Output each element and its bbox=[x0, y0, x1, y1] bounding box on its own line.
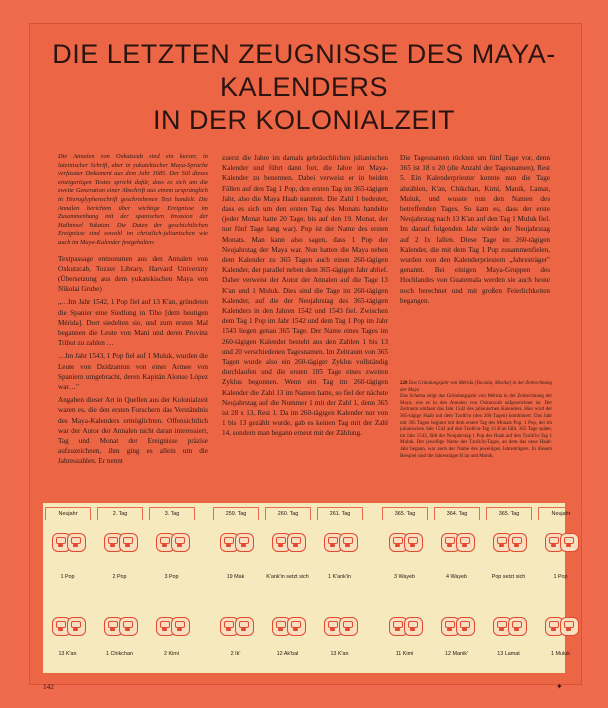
diagram-cell-top bbox=[432, 503, 481, 587]
day-header: 365. Tag bbox=[486, 507, 532, 520]
day-label: 12 Ak'bal bbox=[276, 651, 299, 657]
title-line-1: DIE LETZTEN ZEUGNISSE DES MAYA-KALENDERS bbox=[52, 39, 556, 102]
diagram-cell-top bbox=[536, 503, 585, 587]
page-number: 142 bbox=[43, 683, 54, 691]
day-label: 12 Manik' bbox=[445, 651, 468, 657]
diagram-cell-top bbox=[211, 503, 260, 587]
body-paragraph: Angaben dieser Art in Quellen aus der Kolonialzeit waren es, die den ersten Forschern das Verständnis des Maya-Kalenders ermöglichten. Offensichtlich war der Autor der Annalen nicht daran interessiert, Tag und Monat der Ereignisse präzise aufzuzeichnen, ihm ging es allein um die Jahreszahlen. Er nennt bbox=[58, 396, 208, 466]
day-header: 261. Tag bbox=[317, 507, 363, 520]
day-label: 1 Pop bbox=[553, 574, 568, 580]
diagram-cell-top bbox=[43, 503, 92, 587]
day-label: 1 Chikchan bbox=[106, 651, 133, 657]
diagram-cell-top bbox=[147, 503, 196, 587]
maya-glyph-icon bbox=[119, 533, 138, 552]
day-label: 4 Wayeb bbox=[445, 574, 468, 580]
diagram-cell-bottom bbox=[315, 587, 364, 671]
day-label: 2 Ik' bbox=[230, 651, 241, 657]
day-label: K'ank'in setzt sich bbox=[266, 574, 309, 580]
maya-glyph-icon bbox=[508, 617, 527, 636]
maya-glyph-icon bbox=[560, 533, 579, 552]
day-label: 1 Pop bbox=[60, 574, 75, 580]
calendar-diagram bbox=[43, 503, 571, 673]
quote-paragraph-1: „…Im Jahr 1542, 1 Pop fiel auf 13 K'an, gründeten die Spanier eine Siedlung in Tiho [dem heutigen Mérida]. Dort siedelten sie, und zum ersten Mal begannen die Leute von Mani und deren Provinz Tribut zu zahlen … bbox=[58, 298, 208, 348]
maya-glyph-icon bbox=[560, 617, 579, 636]
day-header: 365. Tag bbox=[382, 507, 428, 520]
diagram-cell-bottom bbox=[95, 587, 144, 671]
text-column-1 bbox=[58, 153, 208, 470]
diagram-cell-bottom bbox=[263, 587, 312, 671]
text-column-2 bbox=[222, 153, 388, 442]
day-header: 3. Tag bbox=[149, 507, 195, 520]
maya-glyph-icon bbox=[287, 533, 306, 552]
day-header: Neujahr bbox=[45, 507, 91, 520]
figure-caption bbox=[400, 381, 552, 460]
caption-number: 228 bbox=[400, 381, 408, 386]
title-line-2: IN DER KOLONIALZEIT bbox=[152, 105, 456, 135]
diagram-cell-bottom bbox=[211, 587, 260, 671]
maya-glyph-icon bbox=[339, 617, 358, 636]
quote-paragraph-2: …Im Jahr 1543, 1 Pop fiel auf 1 Muluk, wurden die Leute von Dzidzantun von einer Armee von Spaniern umgebracht, deren Kapitän Alonso López war…" bbox=[58, 352, 208, 391]
diagram-cell-top bbox=[380, 503, 429, 587]
diagram-cell-top bbox=[315, 503, 364, 587]
day-label: 3 Pop bbox=[164, 574, 179, 580]
day-header: 364. Tag bbox=[434, 507, 480, 520]
maya-glyph-icon bbox=[67, 617, 86, 636]
diagram-cell-bottom bbox=[147, 587, 196, 671]
footer-ornament-icon: ✦ bbox=[556, 682, 563, 691]
day-label: 1 Muluk bbox=[551, 651, 570, 657]
maya-glyph-icon bbox=[67, 533, 86, 552]
maya-glyph-icon bbox=[404, 533, 423, 552]
day-label: 13 K'an bbox=[58, 651, 77, 657]
day-label: Pop setzt sich bbox=[491, 574, 526, 580]
maya-glyph-icon bbox=[235, 533, 254, 552]
maya-glyph-icon bbox=[119, 617, 138, 636]
day-label: 13 Lamat bbox=[497, 651, 520, 657]
day-label: 13 K'an bbox=[330, 651, 349, 657]
diagram-cell-top bbox=[484, 503, 533, 587]
maya-glyph-icon bbox=[404, 617, 423, 636]
day-header: 260. Tag bbox=[265, 507, 311, 520]
caption-text: Das Schema zeigt das Gründungsjahr von Mérida in der Zeitrechnung der Maya, wie es in den Annalen von Oxkutzcab aufgezeichnet ist. Der Zeitraum umfasst das Jahr 1542 des julianischen Kalenders. Hier wird der 365-tägige Haab mit dem Tzolk'in (den 260 Tagen) kombiniert. Das Jahr mit 365 Tagen beginnt mit dem ersten Tag des Monats Pop, 1 Pop, der im julianischen Jahr 1542 auf den Tzolk'in-Tag 13 K'an fällt. 365 Tage später, im Jahr 1543, fällt der Neujahrstag 1 Pop des Haab auf den Tzolk'in-Tag 1 Muluk. Der jeweilige Name des Tzolk'in-Tages, an dem das neue Haab-Jahr begann, war auch der Name des jeweiligen Jahresträgers. In diesem Beispiel sind die Jahresträger K'an und Muluk. bbox=[400, 394, 552, 459]
source-paragraph: Textpassage entnommen aus den Annalen von Oxkutzcab, Tozzer Library, Harvard University (Übersetzung aus dem yukatekischen Maya von Nikolai Grube) bbox=[58, 254, 208, 294]
day-label: 1 K'ank'in bbox=[327, 574, 352, 580]
day-label: 2 Pop bbox=[112, 574, 127, 580]
body-paragraph: zuerst die Jahre im damals gebräuchlichen julianischen Kalender und führt dann fort, die Jahre im Maya-Kalender zu benennen. Dabei verweist er in beiden Fällen auf den Tag 1 Pop, den ersten Tag im 365-tägigen Jahr, also die Maya Haab nannten. Die Zahl 1 bedeutet, dass es sich um den ersten Tag des Monats handelte (jeder Monat hatte 20 Tage, bis auf den 19. Monat, der nur fünf Tage lang war). Pop ist der Name des ersten Monats. Man kann also sagen, dass 1 Pop der Neujahrstag der Maya war. Nun hatten die Maya neben dem Kalender zu 365 Tagen auch einen 260-tägigen Kalender, der parallel neben dem 365-tägigen Jahr ablief. Daher verweist der Autor der Annalen auf die Tage 13 K'an und 1 Muluk. Dies sind die Tage im 260-tägigen Kalender, auf die der Neujahrstag des 365-tägigen Kalenders in den Jahren 1542 und 1543 fiel. Zwischen dem Tag 1 Pop im Jahr 1542 und dem Tag 1 Pop im Jahr 1543 liegen genau 365 Tage. Der Name eines Tages im 260-tägigen Kalender besteht aus den Zahlen 1 bis 13 und 20 verschiedenen Tagesnamen. Im Zeitraum von 365 Tagen wurde also ein 260-tägiger Zyklus vollständig durchlaufen und die ersten 105 Tage eines zweiten Zyklus begonnen. Wenn ein Tag im 260-tägigen Kalender die Zahl 13 im Namen hatte, so fiel der nächste Neujahrstag auf die Nummer 1 mit der Zahl 1, denn 365 ist 28 x 13, Rest 1. Da im 260-tägigen Kalender nur von 1 bis 13 gezählt wurde, gab es keinen Tag mit der Zahl 14, sondern man begann erneut mit der Zählung. bbox=[222, 154, 388, 438]
intro-paragraph: Die Annalen von Oxkutzcab sind ein kurzer, in lateinischer Schrift, aber in yukatekischer Maya-Sprache verfasster Dokument aus dem Jahr 1685. Der Stil dieses einzigartigen Textes spricht dafür, dass es sich um die zweite Generation einer Abschrift aus einem ursprünglich in Hieroglyphenschrift geschriebenen Text handelt. Die Annalen berichten über wichtige Ereignisse im Zusammenhang mit der spanischen Invasion der Halbinsel Yukatan. Die Daten der geschichtlichen Ereignisse sind sowohl im christlich-julianischen wie auch im Maya-Kalender festgehalten: bbox=[58, 153, 208, 246]
day-label: 2 Kimi bbox=[164, 651, 179, 657]
caption-title: Das Gründungsjahr von Mérida (Yucatán, Mexiko) in der Zeitrechnung der Maya bbox=[400, 381, 553, 393]
day-header: Neujahr bbox=[538, 507, 584, 520]
day-label: 3 Wayeb bbox=[393, 574, 416, 580]
maya-glyph-icon bbox=[456, 617, 475, 636]
maya-glyph-icon bbox=[339, 533, 358, 552]
day-header: 259. Tag bbox=[213, 507, 259, 520]
maya-glyph-icon bbox=[171, 617, 190, 636]
body-paragraph: Die Tagesnamen rückten um fünf Tage vor, denn 365 ist 18 x 20 (die Anzahl der Tagesnamen), Rest 5. Ein Kalenderpriester konnte nun die Tage abzählen, K'an, Chikchan, Kimi, Manik, Lamat, Muluk, und wusste nun den Namen des betreffenden Tages. So kam es, dass der erste Neujahrstag nach 13 K'an auf den Tag 1 Muluk fiel. Im darauf folgenden Jahr würde der Neujahrstag auf 2 Ix fallen. Diese Tage im 260-tägigen Kalender, die mit dem Tag 1 Pop zusammenfielen, wurden von den Kalenderpriestern „Jahresträger" genannt. Bei einigen Maya-Gruppen des Hochlandes von Guatemala werden sie auch heute noch berechnet und mit großen Feierlichkeiten begangen. bbox=[400, 154, 550, 305]
maya-glyph-icon bbox=[456, 533, 475, 552]
maya-glyph-icon bbox=[235, 617, 254, 636]
text-column-3 bbox=[400, 153, 550, 309]
maya-glyph-icon bbox=[171, 533, 190, 552]
diagram-cell-top bbox=[263, 503, 312, 587]
day-label: 11 Kimi bbox=[395, 651, 414, 657]
maya-glyph-icon bbox=[508, 533, 527, 552]
diagram-cell-bottom bbox=[536, 587, 585, 671]
diagram-cell-bottom bbox=[43, 587, 92, 671]
page-title bbox=[0, 38, 608, 137]
diagram-cell-bottom bbox=[484, 587, 533, 671]
diagram-cell-bottom bbox=[380, 587, 429, 671]
maya-glyph-icon bbox=[287, 617, 306, 636]
diagram-cell-top bbox=[95, 503, 144, 587]
day-header: 2. Tag bbox=[97, 507, 143, 520]
day-label: 19 Mak bbox=[226, 574, 245, 580]
diagram-cell-bottom bbox=[432, 587, 481, 671]
